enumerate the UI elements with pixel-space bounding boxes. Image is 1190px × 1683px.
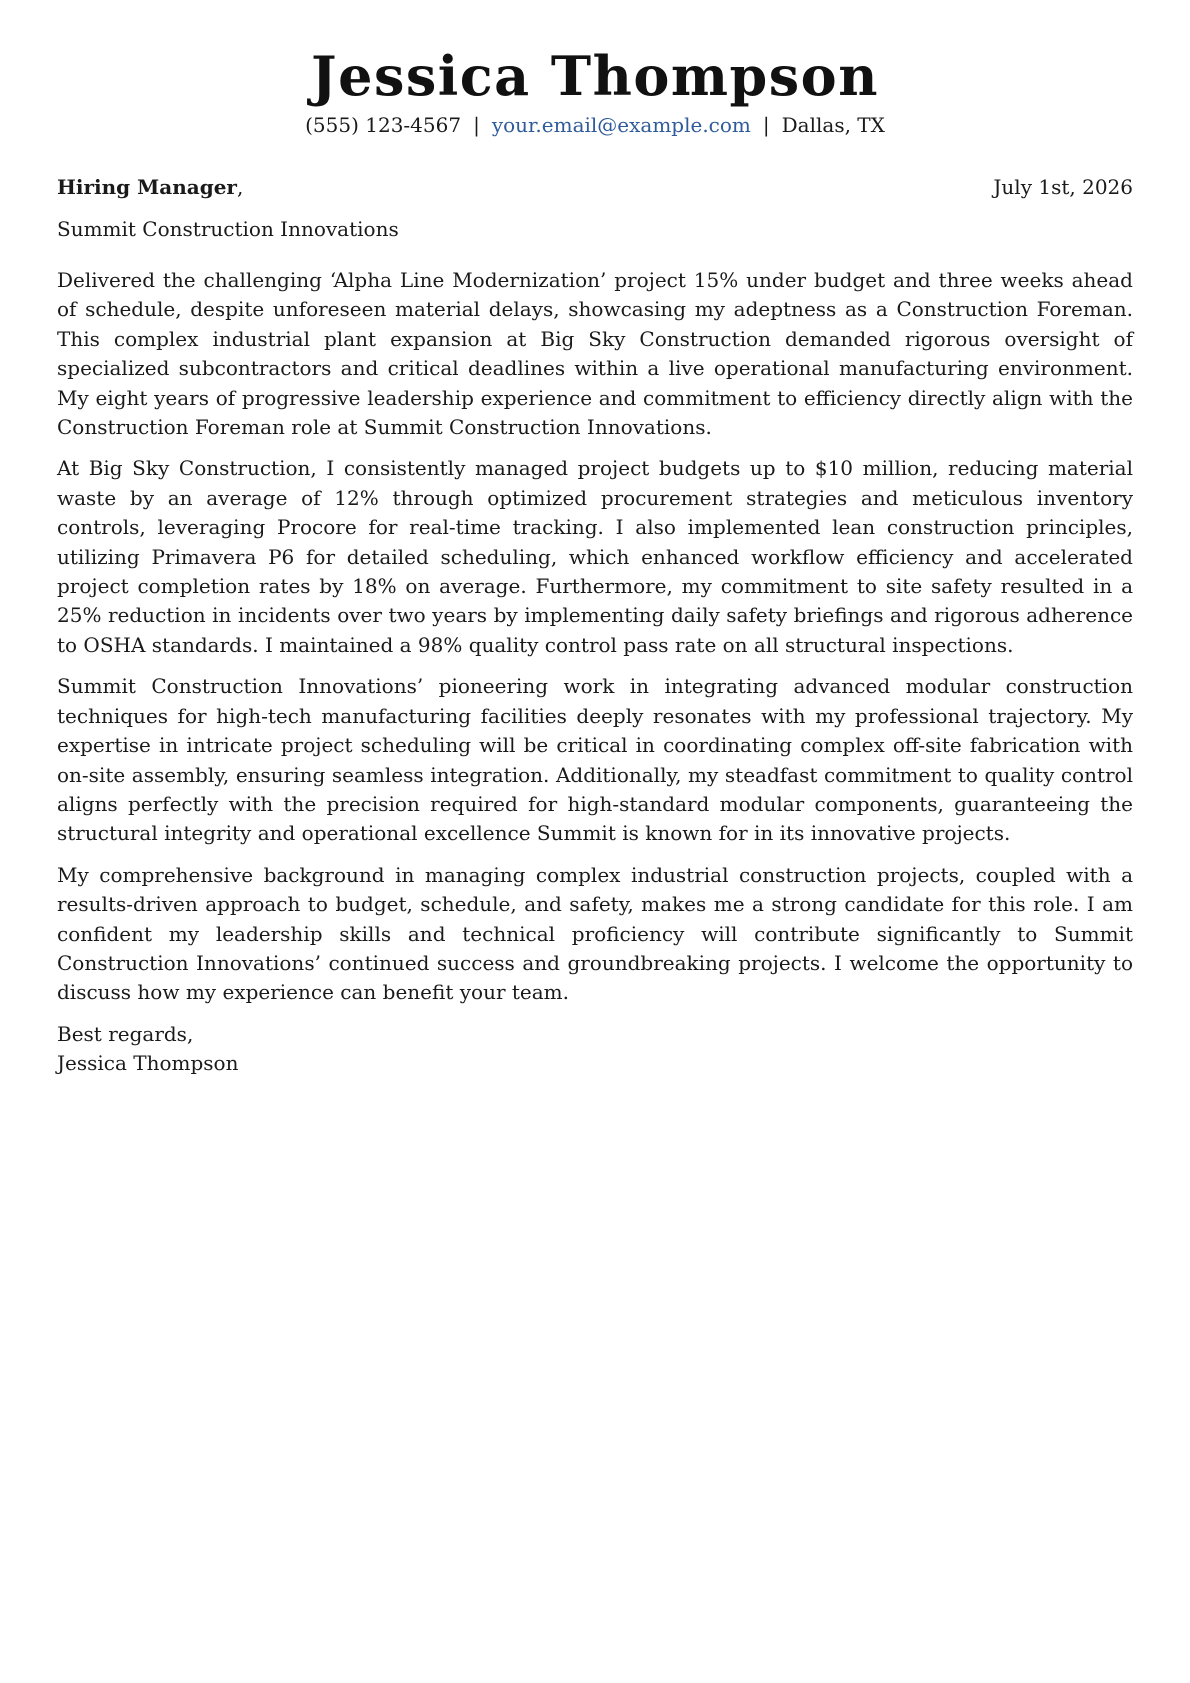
signature-name: Jessica Thompson [57,1051,239,1076]
applicant-name: Jessica Thompson [311,44,879,108]
recipient-row [57,174,1133,200]
letter-body [57,266,1133,1008]
phone-number: (555) 123-4567 [305,113,462,137]
valediction: Best regards, [57,1021,194,1046]
closing [57,1020,1133,1079]
salutation-punct: , [236,175,244,199]
body-paragraph: Summit Construction Innovations’ pioneering work in integrating advanced modular construction techniques for high-tech manufacturing facilities deeply resonates with my professional trajectory. My expertise in intricate project scheduling will be critical in coordinating complex off-site fabrication with on-site assembly, ensuring seamless integration. Additionally, my steadfast commitment to quality control aligns perfectly with the precision required for high-standard modular components, guaranteeing the structural integrity and operational excellence Summit is known for in its innovative projects. [57,674,1133,846]
email-link[interactable]: your.email@example.com [491,113,751,137]
recipient-company: Summit Construction Innovations [57,217,399,241]
recipient-name: Hiring Manager [57,175,237,199]
contact-separator: | [762,113,770,137]
body-paragraph: At Big Sky Construction, I consistently managed project budgets up to $10 million, reducing material waste by an average of 12% through optimized procurement strategies and meticulous inventory controls, leveraging Procore for real-time tracking. I also implemented lean construction principles, utilizing Primavera P6 for detailed scheduling, which enhanced workflow efficiency and accelerated project completion rates by 18% on average. Furthermore, my commitment to site safety resulted in a 25% reduction in incidents over two years by implementing daily safety briefings and rigorous adherence to OSHA standards. I maintained a 98% quality control pass rate on all structural inspections. [57,456,1133,657]
contact-line [57,112,1133,138]
body-paragraph: My comprehensive background in managing complex industrial construction projects, coupled with a results-driven approach to budget, schedule, and safety, makes me a strong candidate for this role. I am confident my leadership skills and technical proficiency will contribute significantly to Summit Construction Innovations’ continued success and groundbreaking projects. I welcome the opportunity to discuss how my experience can benefit your team. [57,862,1133,1005]
letter-date: July 1st, 2026 [993,175,1133,199]
body-paragraph: Delivered the challenging ‘Alpha Line Modernization’ project 15% under budget and three weeks ahead of schedule, despite unforeseen material delays, showcasing my adeptness as a Construction Foreman. This complex industrial plant expansion at Big Sky Construction demanded rigorous oversight of specialized subcontractors and critical deadlines within a live operational manufacturing environment. My eight years of progressive leadership experience and commitment to efficiency directly align with the Construction Foreman role at Summit Construction Innovations. [57,268,1133,440]
salutation [57,174,243,200]
contact-separator: | [473,113,480,137]
location: Dallas, TX [781,113,885,137]
